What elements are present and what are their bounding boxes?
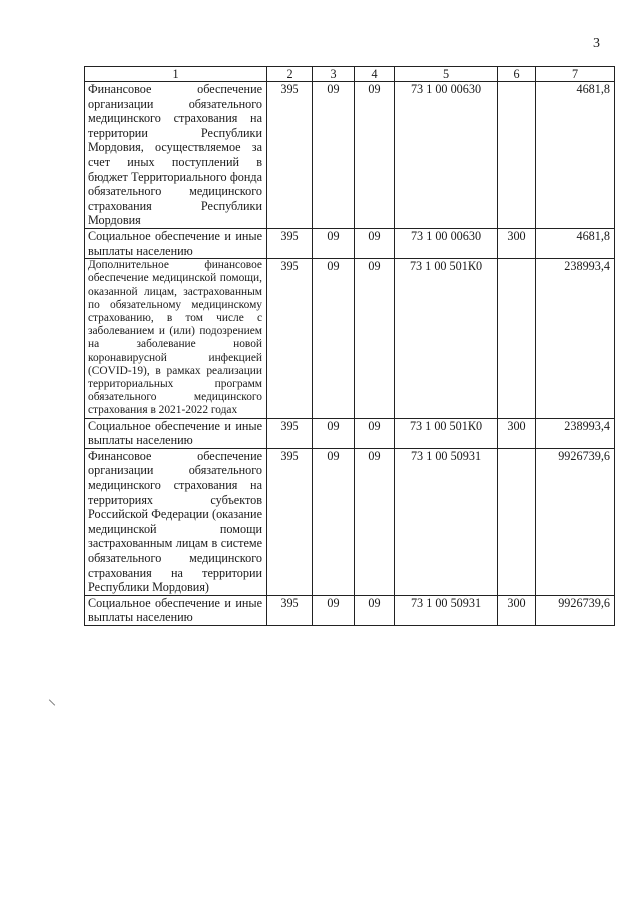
row-name: Социальное обеспечение и иные выплаты населению bbox=[85, 418, 267, 448]
row-target-code: 73 1 00 00630 bbox=[395, 228, 498, 258]
table-row bbox=[85, 228, 615, 258]
row-section: 09 bbox=[313, 595, 355, 625]
row-sum: 4681,8 bbox=[536, 82, 615, 229]
row-expense-type: 300 bbox=[498, 595, 536, 625]
column-header-5: 5 bbox=[395, 67, 498, 82]
row-expense-type bbox=[498, 82, 536, 229]
row-sum: 4681,8 bbox=[536, 228, 615, 258]
table-header-row bbox=[85, 67, 615, 82]
row-section: 09 bbox=[313, 82, 355, 229]
row-grbs: 395 bbox=[267, 418, 313, 448]
column-header-4: 4 bbox=[355, 67, 395, 82]
row-expense-type bbox=[498, 448, 536, 595]
row-target-code: 73 1 00 50931 bbox=[395, 595, 498, 625]
row-grbs: 395 bbox=[267, 448, 313, 595]
table-row bbox=[85, 448, 615, 595]
row-target-code: 73 1 00 00630 bbox=[395, 82, 498, 229]
table-row bbox=[85, 82, 615, 229]
column-header-7: 7 bbox=[536, 67, 615, 82]
scan-mark bbox=[49, 699, 55, 705]
row-section: 09 bbox=[313, 418, 355, 448]
row-sum: 238993,4 bbox=[536, 259, 615, 418]
row-section: 09 bbox=[313, 259, 355, 418]
table-row bbox=[85, 259, 615, 418]
row-section: 09 bbox=[313, 448, 355, 595]
row-sum: 9926739,6 bbox=[536, 448, 615, 595]
row-section: 09 bbox=[313, 228, 355, 258]
row-expense-type: 300 bbox=[498, 418, 536, 448]
row-target-code: 73 1 00 501К0 bbox=[395, 418, 498, 448]
row-subsection: 09 bbox=[355, 448, 395, 595]
column-header-2: 2 bbox=[267, 67, 313, 82]
row-name: Социальное обеспечение и иные выплаты населению bbox=[85, 228, 267, 258]
row-sum: 238993,4 bbox=[536, 418, 615, 448]
row-expense-type: 300 bbox=[498, 228, 536, 258]
column-header-3: 3 bbox=[313, 67, 355, 82]
table-row bbox=[85, 418, 615, 448]
row-subsection: 09 bbox=[355, 228, 395, 258]
budget-table bbox=[84, 66, 615, 626]
row-expense-type bbox=[498, 259, 536, 418]
column-header-1: 1 bbox=[85, 67, 267, 82]
row-subsection: 09 bbox=[355, 82, 395, 229]
row-target-code: 73 1 00 501К0 bbox=[395, 259, 498, 418]
page-number: 3 bbox=[593, 36, 600, 51]
row-name: Финансовое обеспечение организации обязательного медицинского страхования на территории Республики Мордовия, осуществляемое за счет иных поступлений в бюджет Территориального фонда обязательного медицинского страхования Республики Мордовия bbox=[85, 82, 267, 229]
row-grbs: 395 bbox=[267, 259, 313, 418]
column-header-6: 6 bbox=[498, 67, 536, 82]
row-subsection: 09 bbox=[355, 259, 395, 418]
table-row bbox=[85, 595, 615, 625]
row-name: Финансовое обеспечение организации обязательного медицинского страхования на территориях субъектов Российской Федерации (оказание медицинской помощи застрахованным лицам в системе обязательного медицинского страхования на территории Республики Мордовия) bbox=[85, 448, 267, 595]
row-name: Социальное обеспечение и иные выплаты населению bbox=[85, 595, 267, 625]
row-name: Дополнительное финансовое обеспечение медицинской помощи, оказанной лицам, застрахованным по обязательному медицинскому страхованию, в том числе с заболеванием и (или) подозрением на заболевание новой коронавирусной инфекцией (COVID-19), в рамках реализации территориальных программ обязательного медицинского страхования в 2021-2022 годах bbox=[85, 259, 267, 418]
row-target-code: 73 1 00 50931 bbox=[395, 448, 498, 595]
row-subsection: 09 bbox=[355, 418, 395, 448]
row-grbs: 395 bbox=[267, 82, 313, 229]
row-subsection: 09 bbox=[355, 595, 395, 625]
row-sum: 9926739,6 bbox=[536, 595, 615, 625]
row-grbs: 395 bbox=[267, 228, 313, 258]
row-grbs: 395 bbox=[267, 595, 313, 625]
